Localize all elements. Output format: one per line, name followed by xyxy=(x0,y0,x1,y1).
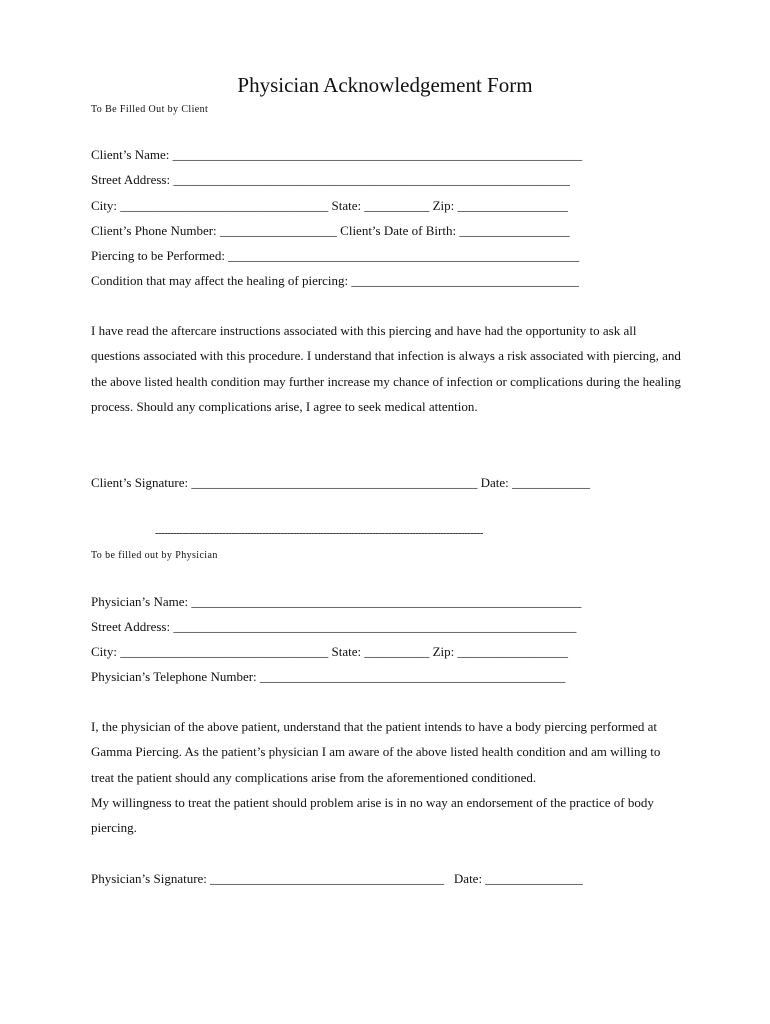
client-signature-line[interactable]: Client’s Signature: ____________________________________________ Date: ____________ xyxy=(91,475,591,490)
healing-condition-field[interactable]: Condition that may affect the healing of piercing: ___________________________________ xyxy=(91,273,579,288)
physician-street-address-field[interactable]: Street Address: ______________________________________________________________ xyxy=(91,619,577,634)
physician-statement-paragraph-1: I, the physician of the above patient, understand that the patient intends to have a body piercing performed at Gamma Piercing. As the patient’s physician I am aware of the above listed health condition and am willing to treat the patient should any complications arise from the aforementioned conditioned. xyxy=(91,719,661,785)
client-name-field[interactable]: Client’s Name: _______________________________________________________________ xyxy=(91,147,583,162)
piercing-to-be-performed-field[interactable]: Piercing to be Performed: ______________________________________________________ xyxy=(91,248,580,263)
page-title: Physician Acknowledgement Form xyxy=(237,73,533,97)
physician-section-subtitle: To be filled out by Physician xyxy=(91,550,218,561)
client-section-subtitle: To Be Filled Out by Client xyxy=(91,104,209,115)
physician-statement xyxy=(91,714,681,840)
client-statement-paragraph: I have read the aftercare instructions associated with this piercing and have had the opportunity to ask all questions associated with this procedure. I understand that infection is always a risk associated with piercing, and the above listed health condition may further increase my chance of infection or complications during the healing process. Should any complications arise, I agree to seek medical attention. xyxy=(91,323,681,414)
physician-city-state-zip-field[interactable]: City: ________________________________ State: __________ Zip: _________________ xyxy=(91,644,569,659)
client-city-state-zip-field[interactable]: City: ________________________________ State: __________ Zip: _________________ xyxy=(91,198,569,213)
client-statement xyxy=(91,318,681,419)
client-phone-dob-field[interactable]: Client’s Phone Number: __________________ Client’s Date of Birth: _________________ xyxy=(91,223,570,238)
physician-telephone-field[interactable]: Physician’s Telephone Number: _______________________________________________ xyxy=(91,669,566,684)
client-street-address-field[interactable]: Street Address: _____________________________________________________________ xyxy=(91,172,570,187)
physician-signature-line[interactable]: Physician’s Signature: ____________________________________ Date: _______________ xyxy=(91,871,583,886)
physician-statement-paragraph-2: My willingness to treat the patient should problem arise is in no way an endorsement of the practice of body piercing. xyxy=(91,794,654,836)
section-divider: ----------------------------------------------------------------------------------------------------------- xyxy=(155,527,483,539)
physician-name-field[interactable]: Physician’s Name: ____________________________________________________________ xyxy=(91,594,582,609)
